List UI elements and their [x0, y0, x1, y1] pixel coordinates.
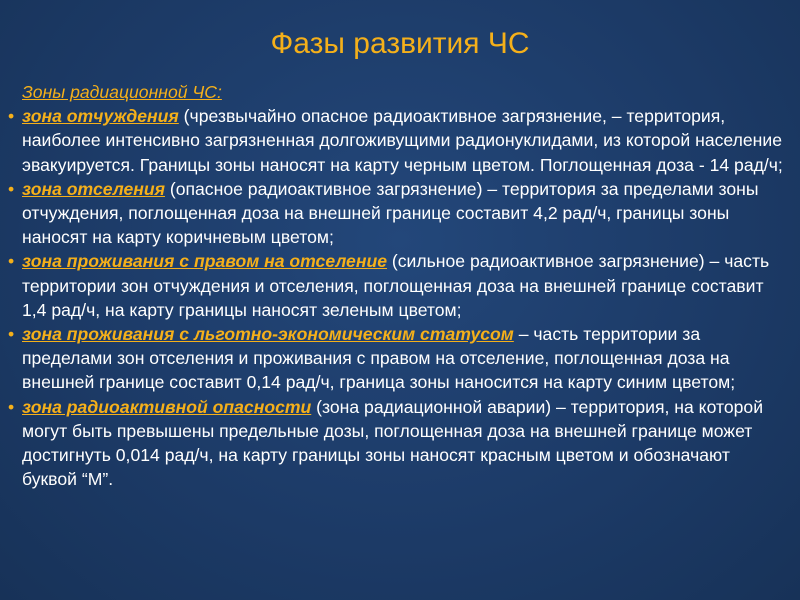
list-item-preferential-status-zone	[8, 322, 788, 395]
list-item-residence-with-resettlement-right	[8, 249, 788, 322]
zone-description: – часть территории за пределами зон отселения и проживания с правом на отселение, поглощенная доза на внешней границе составит 0,14 рад/ч, граница зоны наносится на карту синим цветом;	[22, 324, 736, 393]
zone-description: (зона радиационной аварии) – территория, на которой могут быть превышены предельные дозы, поглощенная доза на внешней границе может достигнуть 0,014 рад/ч, на карту границы зоны наносят красным цветом и обозначают буквой “М”.	[22, 396, 764, 490]
zones-list	[8, 104, 788, 491]
list-item-radiation-hazard-zone	[8, 395, 788, 492]
zone-term: зона отселения	[22, 178, 165, 199]
zone-description: (сильное радиоактивное загрязнение) – часть территории зон отчуждения и отселения, поглощенная доза на внешней границе составит 1,4 рад/ч, на карту границы наносят зеленым цветом;	[22, 251, 770, 320]
bullet-icon: •	[8, 106, 15, 127]
zone-description: (чрезвычайно опасное радиоактивное загрязнение, – территория, наиболее интенсивно загрязненная долгоживущими радионуклидами, из которой население эвакуируется. Границы зоны наносят на карту черным цветом. Поглощенная доза - 14 рад/ч;	[22, 106, 783, 175]
slide-title: Фазы развития ЧС	[270, 27, 530, 60]
section-subtitle: Зоны радиационной ЧС:	[22, 82, 222, 102]
zone-description: (опасное радиоактивное загрязнение) – территория за пределами зоны отчуждения, поглощенная доза на внешней границе составит 4,2 рад/ч, границы зоны наносят на карту коричневым цветом;	[22, 178, 759, 248]
bullet-icon: •	[8, 324, 15, 345]
list-item-exclusion-zone	[8, 104, 788, 177]
zone-term: зона проживания с льготно-экономическим статусом	[22, 324, 514, 345]
zone-term: зона радиоактивной опасности	[22, 396, 312, 417]
bullet-icon: •	[8, 178, 15, 199]
bullet-icon: •	[8, 251, 15, 272]
zone-term: зона проживания с правом на отселение	[22, 251, 387, 272]
zone-term: зона отчуждения	[22, 106, 179, 127]
bullet-icon: •	[8, 396, 15, 417]
slide-content	[8, 80, 788, 491]
list-item-resettlement-zone	[8, 177, 788, 250]
